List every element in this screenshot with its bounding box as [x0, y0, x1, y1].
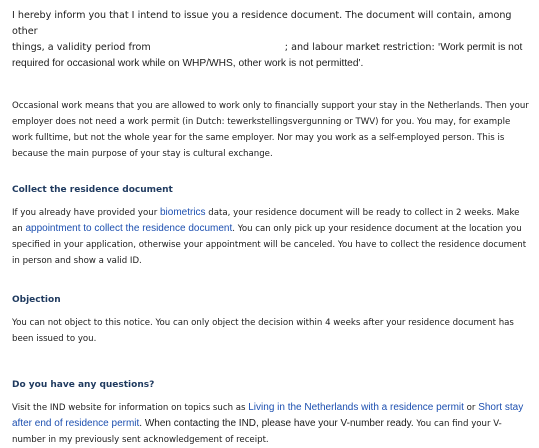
questions-text-3: . When contacting the IND, please have your V-number ready.	[139, 418, 414, 429]
living-in-netherlands-link[interactable]: Living in the Netherlands with a residence permit	[248, 402, 464, 413]
questions-text-4: You can find your V-number in my previously sent acknowledgement of receipt.	[12, 419, 502, 445]
collect-text-3: . You can only pick up your residence document at the location you specified in your application, otherwise your appointment will be canceled. You have to collect the residence document in person and show a valid ID.	[12, 224, 527, 266]
collect-text-2: data, your residence document will be ready to collect in 2 weeks. Make an	[12, 208, 520, 234]
intro-line-2a: things, a validity period from	[12, 42, 151, 53]
intro-line-1: I hereby inform you that I intend to issue you a residence document. The document will contain, among other	[12, 10, 512, 37]
collect-paragraph	[12, 205, 532, 269]
questions-heading: Do you have any questions?	[12, 380, 155, 390]
objection-paragraph: You can not object to this notice. You can only object the decision within 4 weeks after your residence document has been issued to you.	[12, 318, 514, 344]
appointment-link[interactable]: appointment to collect the residence document	[25, 223, 233, 234]
intro-line-2c: Work permit is not	[440, 42, 523, 53]
questions-paragraph	[12, 400, 532, 448]
questions-text-2: or	[463, 403, 479, 413]
intro-paragraph	[12, 8, 532, 72]
occasional-work-paragraph: Occasional work means that you are allowed to work only to financially support your stay in the Netherlands. Then your employer does not need a work permit (in Dutch: tewerkstellingsvergunning or TWV) for you. You may, for example work fulltime, but not the whole year for the same employer. Nor may you work as a self-employed person. This is because the main purpose of your stay is cultural exchange.	[12, 101, 529, 159]
collect-text-1: If you already have provided your	[12, 208, 160, 218]
intro-line-2b: ; and labour market restriction: '	[284, 42, 441, 53]
objection-heading: Objection	[12, 295, 61, 305]
short-stay-link[interactable]: Short stay after end of residence permit	[12, 402, 524, 429]
biometrics-link[interactable]: biometrics	[159, 207, 206, 218]
questions-text-1: Visit the IND website for information on topics such as	[12, 403, 249, 413]
letter-body	[12, 8, 532, 448]
collect-heading: Collect the residence document	[12, 185, 173, 195]
intro-line-3: required for occasional work while on WHP/WHS, other work is not permitted'.	[12, 58, 364, 69]
